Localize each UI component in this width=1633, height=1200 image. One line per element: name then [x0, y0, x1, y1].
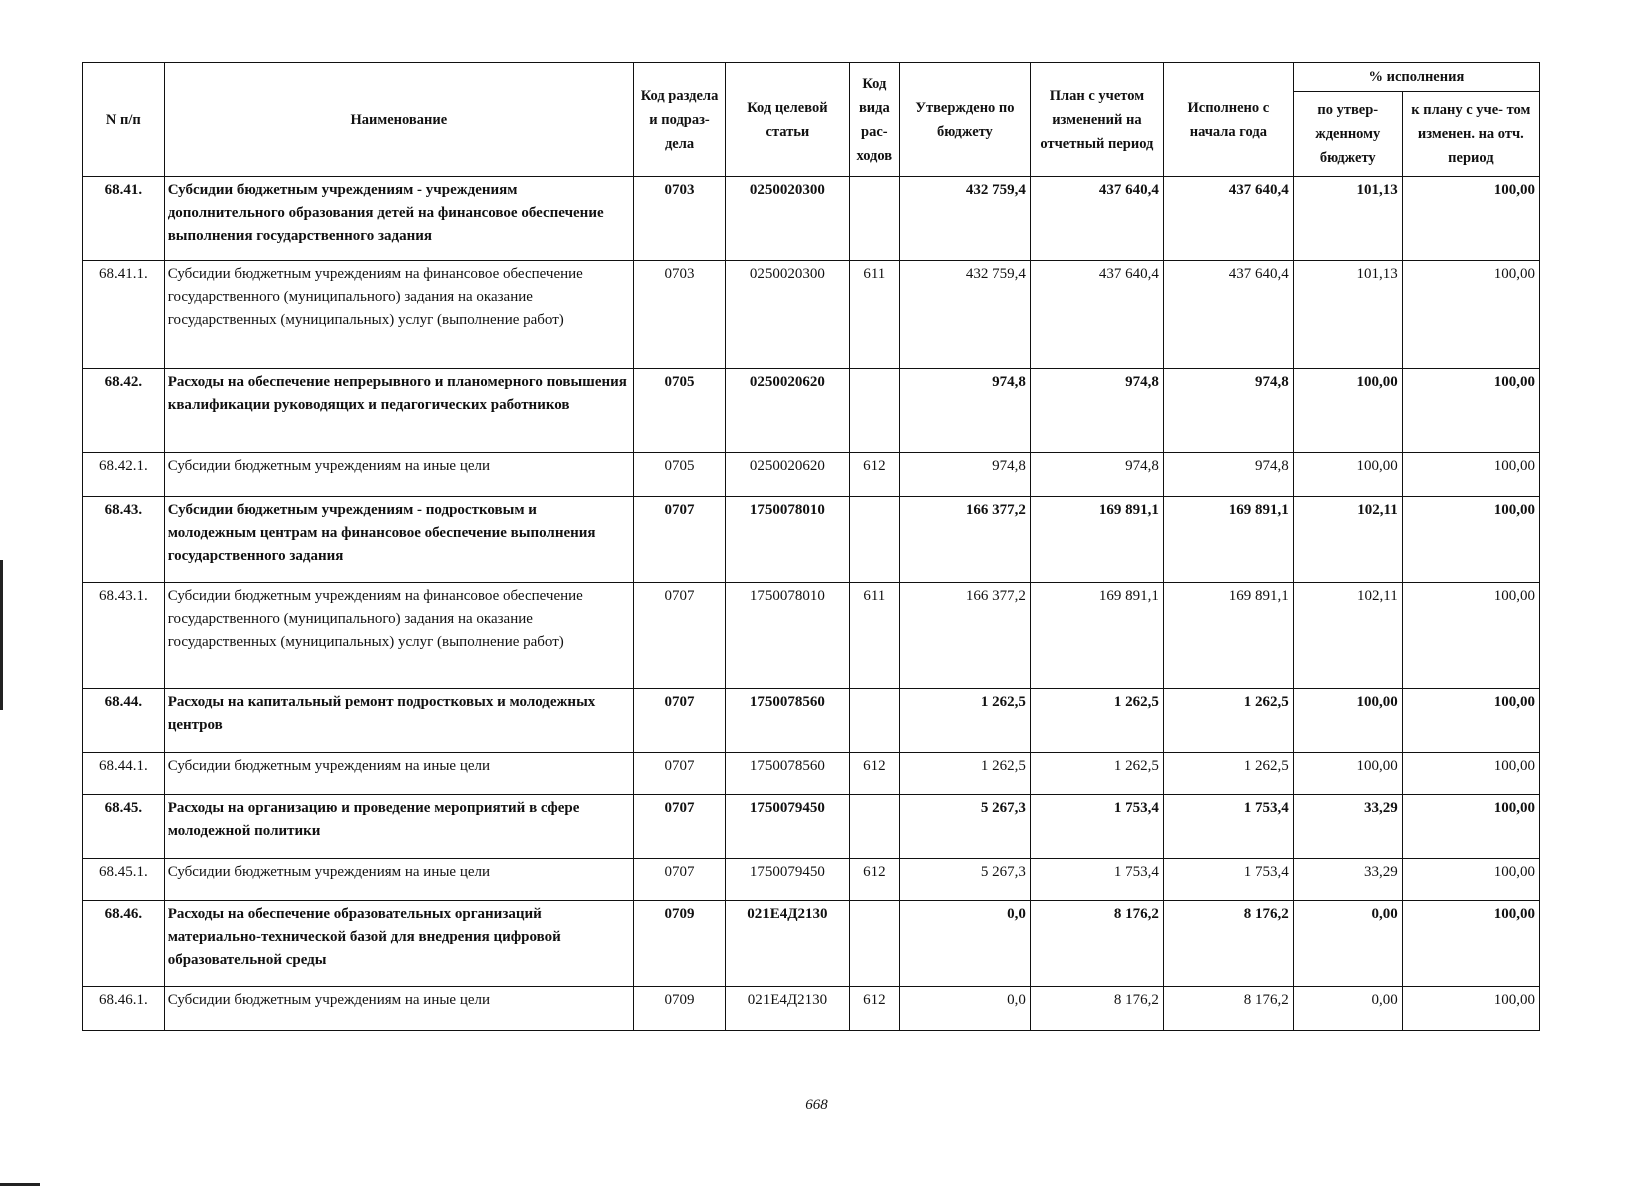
scan-edge-mark-bottom [0, 1183, 40, 1186]
row-approved: 5 267,3 [899, 795, 1030, 859]
row-pct-budget: 0,00 [1293, 901, 1402, 987]
row-section-code: 0703 [633, 261, 725, 369]
row-name: Расходы на капитальный ремонт подростковых и молодежных центров [164, 689, 633, 753]
table-header [83, 63, 1540, 177]
header-num: N п/п [83, 63, 165, 177]
row-approved: 166 377,2 [899, 583, 1030, 689]
row-name: Субсидии бюджетным учреждениям - подростковым и молодежным центрам на финансовое обеспечение выполнения государственного задания [164, 497, 633, 583]
row-approved: 0,0 [899, 987, 1030, 1031]
row-name: Субсидии бюджетным учреждениям на иные цели [164, 859, 633, 901]
budget-table-sheet [82, 62, 1540, 1031]
row-approved: 166 377,2 [899, 497, 1030, 583]
row-pct-plan: 100,00 [1402, 987, 1539, 1031]
row-kind-code: 612 [849, 453, 899, 497]
header-plan: План с учетом изменений на отчетный период [1030, 63, 1163, 177]
table-row [83, 753, 1540, 795]
table-row [83, 901, 1540, 987]
row-number: 68.45. [83, 795, 165, 859]
row-number: 68.43. [83, 497, 165, 583]
table-row [83, 583, 1540, 689]
row-pct-budget: 100,00 [1293, 753, 1402, 795]
row-number: 68.46. [83, 901, 165, 987]
row-plan: 974,8 [1030, 453, 1163, 497]
row-number: 68.44.1. [83, 753, 165, 795]
header-section-code: Код раздела и подраз- дела [633, 63, 725, 177]
row-executed: 1 753,4 [1163, 859, 1293, 901]
row-kind-code [849, 795, 899, 859]
row-executed: 1 262,5 [1163, 689, 1293, 753]
row-kind-code [849, 689, 899, 753]
row-pct-plan: 100,00 [1402, 583, 1539, 689]
row-name: Субсидии бюджетным учреждениям на финансовое обеспечение государственного (муниципального) задания на оказание государственных (муниципальных) услуг (выполнение работ) [164, 261, 633, 369]
row-pct-plan: 100,00 [1402, 795, 1539, 859]
row-name: Субсидии бюджетным учреждениям на финансовое обеспечение государственного (муниципального) задания на оказание государственных (муниципальных) услуг (выполнение работ) [164, 583, 633, 689]
row-kind-code [849, 901, 899, 987]
row-target-code: 1750078010 [726, 583, 850, 689]
header-pct-plan: к плану с уче- том изменен. на отч. период [1402, 92, 1539, 177]
row-executed: 437 640,4 [1163, 261, 1293, 369]
row-target-code: 1750078560 [726, 753, 850, 795]
row-pct-plan: 100,00 [1402, 859, 1539, 901]
row-number: 68.46.1. [83, 987, 165, 1031]
row-plan: 169 891,1 [1030, 583, 1163, 689]
row-kind-code: 612 [849, 987, 899, 1031]
header-pct-budget: по утвер- жденному бюджету [1293, 92, 1402, 177]
row-kind-code: 612 [849, 859, 899, 901]
row-approved: 5 267,3 [899, 859, 1030, 901]
row-pct-plan: 100,00 [1402, 177, 1539, 261]
row-plan: 1 262,5 [1030, 753, 1163, 795]
header-executed: Исполнено с начала года [1163, 63, 1293, 177]
row-number: 68.44. [83, 689, 165, 753]
row-plan: 8 176,2 [1030, 901, 1163, 987]
table-row [83, 177, 1540, 261]
row-approved: 974,8 [899, 453, 1030, 497]
row-plan: 437 640,4 [1030, 261, 1163, 369]
row-pct-budget: 33,29 [1293, 859, 1402, 901]
row-number: 68.42. [83, 369, 165, 453]
row-pct-budget: 102,11 [1293, 583, 1402, 689]
row-plan: 437 640,4 [1030, 177, 1163, 261]
header-name: Наименование [164, 63, 633, 177]
row-plan: 1 753,4 [1030, 795, 1163, 859]
row-approved: 432 759,4 [899, 261, 1030, 369]
row-section-code: 0707 [633, 583, 725, 689]
page-number: 668 [805, 1097, 828, 1113]
row-executed: 437 640,4 [1163, 177, 1293, 261]
table-row [83, 497, 1540, 583]
row-kind-code [849, 369, 899, 453]
row-pct-plan: 100,00 [1402, 453, 1539, 497]
row-section-code: 0703 [633, 177, 725, 261]
row-number: 68.41.1. [83, 261, 165, 369]
row-section-code: 0707 [633, 497, 725, 583]
row-pct-plan: 100,00 [1402, 369, 1539, 453]
row-pct-plan: 100,00 [1402, 689, 1539, 753]
row-pct-budget: 100,00 [1293, 689, 1402, 753]
row-name: Субсидии бюджетным учреждениям - учреждениям дополнительного образования детей на финансовое обеспечение выполнения государственного задания [164, 177, 633, 261]
row-name: Субсидии бюджетным учреждениям на иные цели [164, 753, 633, 795]
row-section-code: 0709 [633, 987, 725, 1031]
row-target-code: 1750079450 [726, 795, 850, 859]
row-pct-budget: 101,13 [1293, 177, 1402, 261]
row-approved: 1 262,5 [899, 753, 1030, 795]
row-pct-plan: 100,00 [1402, 901, 1539, 987]
row-target-code: 1750079450 [726, 859, 850, 901]
row-executed: 8 176,2 [1163, 901, 1293, 987]
row-pct-budget: 102,11 [1293, 497, 1402, 583]
table-row [83, 987, 1540, 1031]
row-name: Субсидии бюджетным учреждениям на иные цели [164, 987, 633, 1031]
row-name: Расходы на организацию и проведение мероприятий в сфере молодежной политики [164, 795, 633, 859]
row-executed: 1 753,4 [1163, 795, 1293, 859]
row-number: 68.43.1. [83, 583, 165, 689]
table-row [83, 859, 1540, 901]
row-name: Расходы на обеспечение непрерывного и планомерного повышения квалификации руководящих и педагогических работников [164, 369, 633, 453]
row-executed: 8 176,2 [1163, 987, 1293, 1031]
table-body [83, 177, 1540, 1031]
row-target-code: 021Е4Д2130 [726, 901, 850, 987]
row-executed: 1 262,5 [1163, 753, 1293, 795]
row-plan: 974,8 [1030, 369, 1163, 453]
row-pct-plan: 100,00 [1402, 497, 1539, 583]
row-target-code: 0250020300 [726, 177, 850, 261]
row-pct-plan: 100,00 [1402, 753, 1539, 795]
row-kind-code [849, 497, 899, 583]
table-row [83, 689, 1540, 753]
table-row [83, 453, 1540, 497]
row-plan: 1 753,4 [1030, 859, 1163, 901]
row-pct-budget: 101,13 [1293, 261, 1402, 369]
budget-execution-table [82, 62, 1540, 1031]
row-plan: 8 176,2 [1030, 987, 1163, 1031]
header-kind-code: Код вида рас- ходов [849, 63, 899, 177]
row-target-code: 1750078560 [726, 689, 850, 753]
table-row [83, 261, 1540, 369]
row-name: Субсидии бюджетным учреждениям на иные цели [164, 453, 633, 497]
row-kind-code: 611 [849, 583, 899, 689]
row-approved: 1 262,5 [899, 689, 1030, 753]
row-kind-code: 611 [849, 261, 899, 369]
row-executed: 169 891,1 [1163, 497, 1293, 583]
row-section-code: 0705 [633, 369, 725, 453]
row-target-code: 0250020620 [726, 453, 850, 497]
row-section-code: 0707 [633, 795, 725, 859]
table-row [83, 795, 1540, 859]
row-pct-budget: 100,00 [1293, 369, 1402, 453]
row-target-code: 1750078010 [726, 497, 850, 583]
row-executed: 974,8 [1163, 369, 1293, 453]
row-approved: 974,8 [899, 369, 1030, 453]
row-section-code: 0705 [633, 453, 725, 497]
row-number: 68.41. [83, 177, 165, 261]
row-target-code: 0250020620 [726, 369, 850, 453]
row-kind-code: 612 [849, 753, 899, 795]
row-pct-plan: 100,00 [1402, 261, 1539, 369]
row-target-code: 0250020300 [726, 261, 850, 369]
row-name: Расходы на обеспечение образовательных организаций материально-технической базой для внедрения цифровой образовательной среды [164, 901, 633, 987]
row-pct-budget: 0,00 [1293, 987, 1402, 1031]
table-row [83, 369, 1540, 453]
header-pct-group: % исполнения [1293, 63, 1539, 92]
row-section-code: 0707 [633, 753, 725, 795]
row-executed: 169 891,1 [1163, 583, 1293, 689]
row-executed: 974,8 [1163, 453, 1293, 497]
row-approved: 0,0 [899, 901, 1030, 987]
header-approved: Утверждено по бюджету [899, 63, 1030, 177]
row-target-code: 021Е4Д2130 [726, 987, 850, 1031]
row-approved: 432 759,4 [899, 177, 1030, 261]
header-target-code: Код целевой статьи [726, 63, 850, 177]
row-number: 68.45.1. [83, 859, 165, 901]
row-kind-code [849, 177, 899, 261]
row-pct-budget: 100,00 [1293, 453, 1402, 497]
row-plan: 1 262,5 [1030, 689, 1163, 753]
scan-edge-mark [0, 560, 3, 710]
row-section-code: 0707 [633, 689, 725, 753]
row-section-code: 0709 [633, 901, 725, 987]
row-number: 68.42.1. [83, 453, 165, 497]
row-section-code: 0707 [633, 859, 725, 901]
row-pct-budget: 33,29 [1293, 795, 1402, 859]
row-plan: 169 891,1 [1030, 497, 1163, 583]
